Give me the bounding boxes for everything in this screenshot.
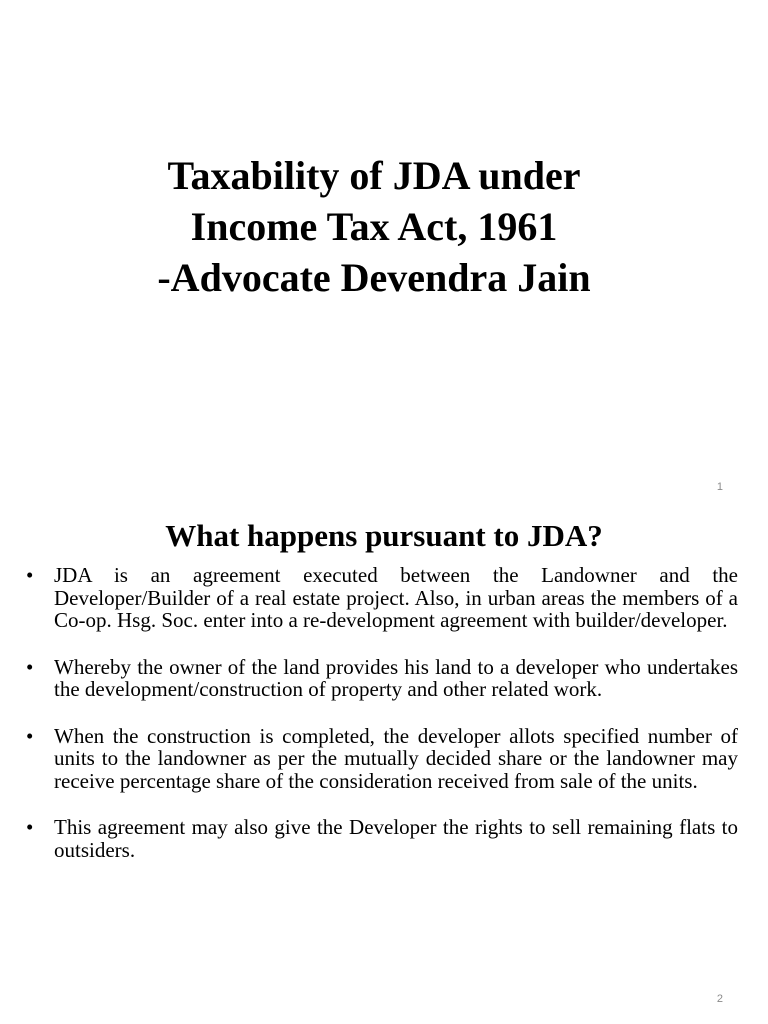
list-item <box>26 656 738 701</box>
bullet-text: This agreement may also give the Developer the rights to sell remaining flats to outsiders. <box>54 815 738 862</box>
slide-1-title-line: Income Tax Act, 1961 <box>190 204 558 249</box>
list-item <box>26 564 738 632</box>
bullet-icon: • <box>26 815 34 839</box>
slide-2-page-number: 2 <box>716 993 723 1005</box>
slide-2 <box>0 512 768 1024</box>
slide-1-title <box>60 150 688 303</box>
bullet-icon: • <box>26 723 34 748</box>
list-item <box>26 816 738 861</box>
list-item <box>26 725 738 793</box>
slide-1-title-line: Taxability of JDA under <box>167 153 581 198</box>
slide-2-title: What happens pursuant to JDA? <box>165 518 603 553</box>
bullet-icon: • <box>26 563 34 587</box>
bullet-text: JDA is an agreement executed between the Landowner and the Developer/Builder of a real estate project. Also, in urban areas the members of a Co-op. Hsg. Soc. enter into a re-development agreement with builder/developer. <box>54 563 738 632</box>
bullet-icon: • <box>26 654 34 679</box>
bullet-text: Whereby the owner of the land provides his land to a developer who undertakes the development/construction of property and other related work. <box>54 654 738 701</box>
bullet-text: When the construction is completed, the developer allots specified number of units to the landowner as per the mutually decided share or the landowner may receive percentage share of the consideration received from sale of the units. <box>54 723 738 793</box>
bullet-list <box>26 564 738 885</box>
slide-1-page-number: 1 <box>716 481 723 493</box>
slide-1-title-line: -Advocate Devendra Jain <box>157 255 591 300</box>
